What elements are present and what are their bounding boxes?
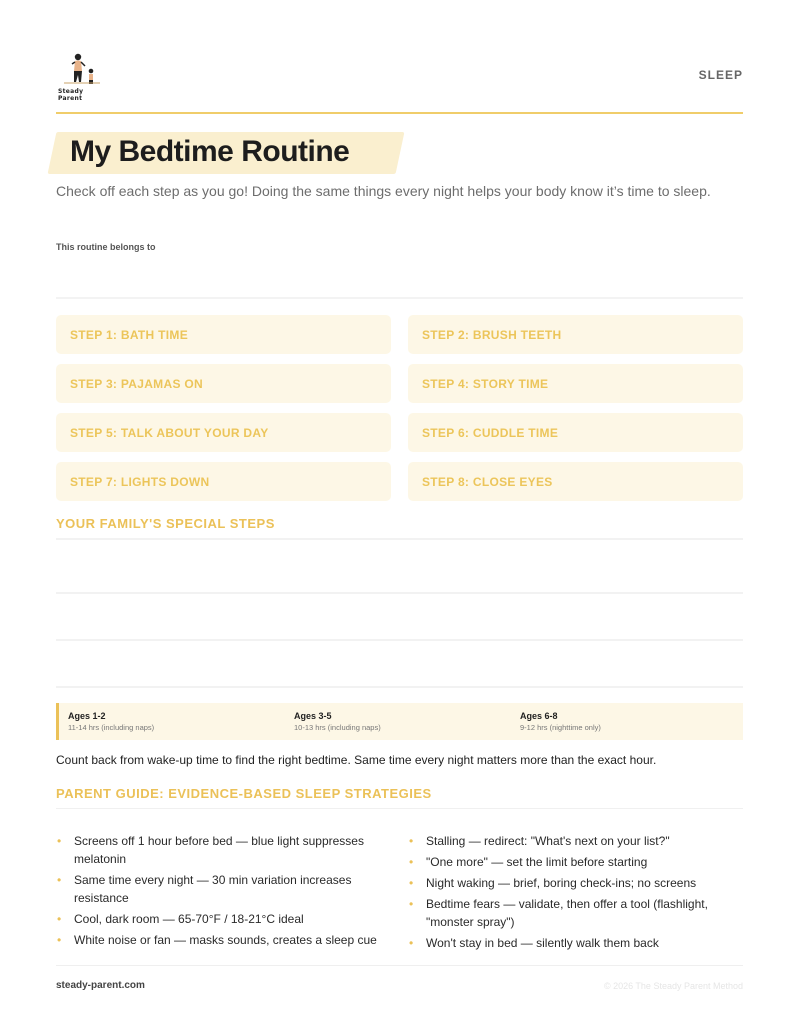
bedtime-note: Count back from wake-up time to find the right bedtime. Same time every night matters more than the exact hour. <box>56 753 657 767</box>
bullet-icon: • <box>409 936 414 950</box>
bullet-icon: • <box>409 876 414 890</box>
footer-copyright: © 2026 The Steady Parent Method <box>603 981 743 991</box>
step-label: STEP 4: STORY TIME <box>422 376 549 391</box>
category-label: SLEEP <box>698 68 743 82</box>
guide-tip <box>408 853 743 871</box>
page-title: My Bedtime Routine <box>70 135 350 168</box>
bullet-icon: • <box>57 873 62 887</box>
tip-text: Bedtime fears — validate, then offer a tool (flashlight, "monster spray") <box>426 897 708 929</box>
age-hours: 9-12 hrs (nighttime only) <box>520 723 601 732</box>
belongs-to-label: This routine belongs to <box>56 242 156 252</box>
guide-tip <box>56 832 396 868</box>
step-card[interactable] <box>408 364 743 403</box>
guide-tip <box>408 895 743 931</box>
age-label: Ages 6-8 <box>520 711 558 721</box>
footer-divider <box>56 965 743 966</box>
step-card[interactable] <box>408 462 743 501</box>
guide-tips-right <box>408 832 743 955</box>
bullet-icon: • <box>409 834 414 848</box>
age-hours: 10-13 hrs (including naps) <box>294 723 381 732</box>
title-block <box>52 130 350 176</box>
step-label: STEP 6: CUDDLE TIME <box>422 425 559 440</box>
bullet-icon: • <box>57 933 62 947</box>
step-card[interactable] <box>408 315 743 354</box>
special-step-line[interactable] <box>56 592 743 594</box>
special-steps-divider <box>56 538 743 540</box>
parent-child-walking-icon <box>56 52 106 92</box>
guide-tip <box>56 931 396 949</box>
footer-site-link[interactable]: steady-parent.com <box>56 980 145 991</box>
tip-text: Same time every night — 30 min variation increases resistance <box>74 873 352 905</box>
step-label: STEP 1: BATH TIME <box>70 327 188 342</box>
special-step-line[interactable] <box>56 639 743 641</box>
guide-tip <box>56 910 396 928</box>
age-group <box>285 703 511 740</box>
name-field-line[interactable] <box>56 297 743 299</box>
step-label: STEP 7: LIGHTS DOWN <box>70 474 210 489</box>
sleep-needs-box <box>56 703 743 740</box>
bullet-icon: • <box>57 912 62 926</box>
guide-tip <box>56 871 396 907</box>
guide-tips-left <box>56 832 396 952</box>
bullet-icon: • <box>409 855 414 869</box>
age-label: Ages 1-2 <box>68 711 106 721</box>
step-card[interactable] <box>56 462 391 501</box>
logo-text: Steady Parent <box>58 88 84 102</box>
step-card[interactable] <box>56 364 391 403</box>
tip-text: Night waking — brief, boring check-ins; no screens <box>426 876 697 890</box>
step-card[interactable] <box>408 413 743 452</box>
routine-steps-grid <box>56 315 743 501</box>
guide-tip <box>408 934 743 952</box>
tip-text: Stalling — redirect: "What's next on your list?" <box>426 834 670 848</box>
step-label: STEP 8: CLOSE EYES <box>422 474 553 489</box>
bullet-icon: • <box>409 897 414 911</box>
tip-text: Screens off 1 hour before bed — blue light suppresses melatonin <box>74 834 364 866</box>
parent-guide-heading: PARENT GUIDE: EVIDENCE-BASED SLEEP STRATEGIES <box>56 786 432 801</box>
step-label: STEP 5: TALK ABOUT YOUR DAY <box>70 425 269 440</box>
intro-text: Check off each step as you go! Doing the same things every night helps your body know it’s time to sleep. <box>56 183 711 199</box>
step-label: STEP 2: BRUSH TEETH <box>422 327 562 342</box>
age-hours: 11-14 hrs (including naps) <box>68 723 155 732</box>
step-card[interactable] <box>56 413 391 452</box>
tip-text: "One more" — set the limit before starting <box>426 855 648 869</box>
page-header <box>56 48 743 114</box>
tip-text: Cool, dark room — 65-70°F / 18-21°C ideal <box>74 912 304 926</box>
guide-divider <box>56 808 743 809</box>
guide-tip <box>408 874 743 892</box>
step-card[interactable] <box>56 315 391 354</box>
brand-logo <box>56 52 106 102</box>
special-steps-heading: YOUR FAMILY'S SPECIAL STEPS <box>56 516 275 531</box>
age-label: Ages 3-5 <box>294 711 332 721</box>
special-step-line[interactable] <box>56 686 743 688</box>
step-label: STEP 3: PAJAMAS ON <box>70 376 203 391</box>
age-group <box>59 703 285 740</box>
age-group <box>511 703 737 740</box>
guide-tip <box>408 832 743 850</box>
tip-text: Won't stay in bed — silently walk them back <box>426 936 659 950</box>
tip-text: White noise or fan — masks sounds, creates a sleep cue <box>74 933 377 947</box>
bullet-icon: • <box>57 834 62 848</box>
